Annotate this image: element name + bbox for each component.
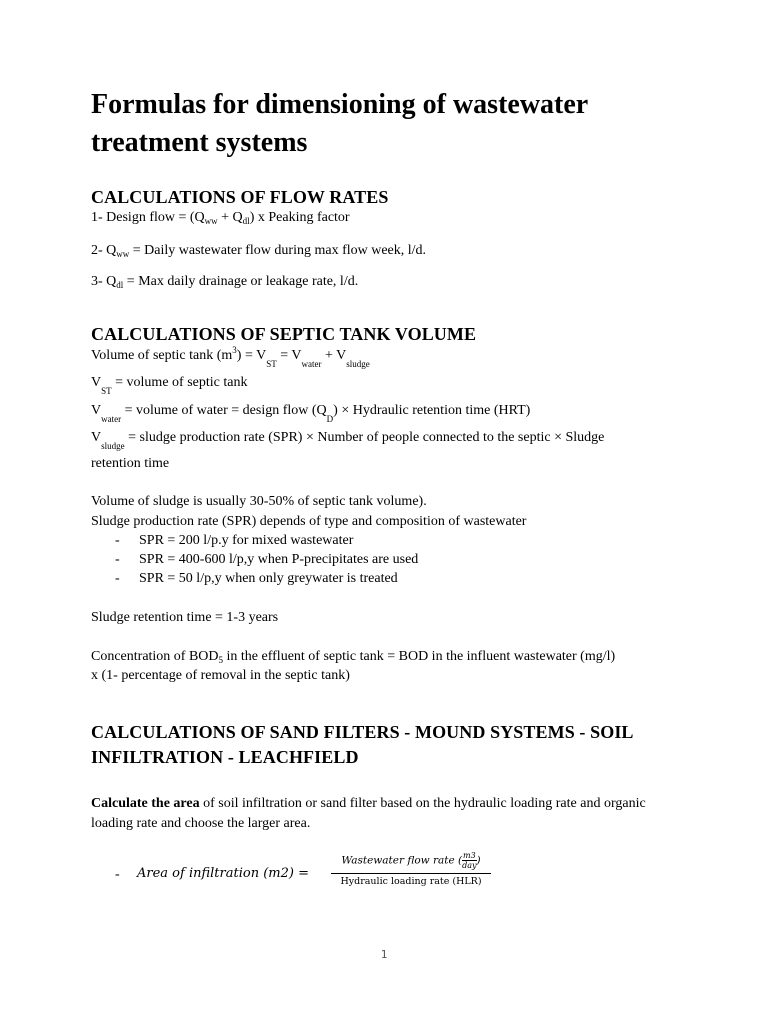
design-flow-line: 1- Design flow = $(Q_{ww} + Q_{dl})$ x Peaking factor — [91, 210, 350, 226]
page-number: 1 — [380, 948, 388, 961]
fraction-bar — [331, 873, 491, 874]
sludge-volume-note: Volume of sludge is usually 30-50% of septic tank volume). — [91, 494, 427, 509]
formula-dash: - — [115, 867, 120, 882]
qww-definition-line: 2- $Q_{ww}$ = Daily wastewater flow during max flow week, l/d. — [91, 243, 427, 259]
vwater-definition: $V_{water}$ = volume of water = design flow $(Q_D)$ × Hydraulic retention time (HRT) — [91, 403, 531, 424]
formula-denominator: Hydraulic loading rate (HLR) — [340, 876, 482, 887]
formula-numerator: Wastewater flow rate ( m3 day ) — [341, 851, 481, 870]
list-item: - SPR = 200 l/p.y for mixed wastewater — [115, 533, 354, 548]
spr-note: Sludge production rate (SPR) depends of type and composition of wastewater — [91, 514, 527, 529]
vsludge-definition: $V_{sludge}$ = sludge production rate (SPR) × Number of people connected to the septic × Sludge — [91, 430, 605, 451]
section-heading-sand-filters: CALCULATIONS OF SAND FILTERS - MOUND SYSTEMS - SOIL INFILTRATION - LEACHFIELD — [91, 722, 633, 767]
septic-volume-formula: Volume of septic tank $(m^3) = V_{ST} = V_{water} + V_{sludge}$ — [91, 345, 370, 369]
sludge-retention-time: Sludge retention time = 1-3 years — [91, 610, 279, 625]
document-title: Formulas for dimensioning of wastewater treatment systems — [91, 89, 588, 158]
vsludge-definition-continued: retention time — [91, 456, 170, 471]
section-heading-septic-tank: CALCULATIONS OF SEPTIC TANK VOLUME — [91, 324, 477, 344]
bod-concentration-continued: x (1- percentage of removal in the septic tank) — [91, 668, 350, 683]
vst-definition: $V_{ST}$ = volume of septic tank — [91, 375, 248, 396]
qdl-definition-line: 3- $Q_{dl}$ = Max daily drainage or leakage rate, l/d. — [91, 274, 359, 290]
bod-concentration-line: Concentration of $BOD_5$ in the effluent of septic tank = BOD in the influent wastewater (mg/l) — [91, 649, 616, 665]
list-item: - SPR = 400-600 l/p,y when P-precipitates are used — [115, 552, 419, 567]
section-heading-flow-rates: CALCULATIONS OF FLOW RATES — [91, 187, 389, 207]
list-item: - SPR = 50 l/p,y when only greywater is treated — [115, 571, 398, 586]
area-of-infiltration-lhs: Area of infiltration (m2) = — [137, 866, 309, 881]
area-formula-fraction — [331, 851, 491, 888]
calculate-area-paragraph: Calculate the area of soil infiltration or sand filter based on the hydraulic loading rate and organic loading rate and choose the larger area. — [91, 796, 646, 831]
